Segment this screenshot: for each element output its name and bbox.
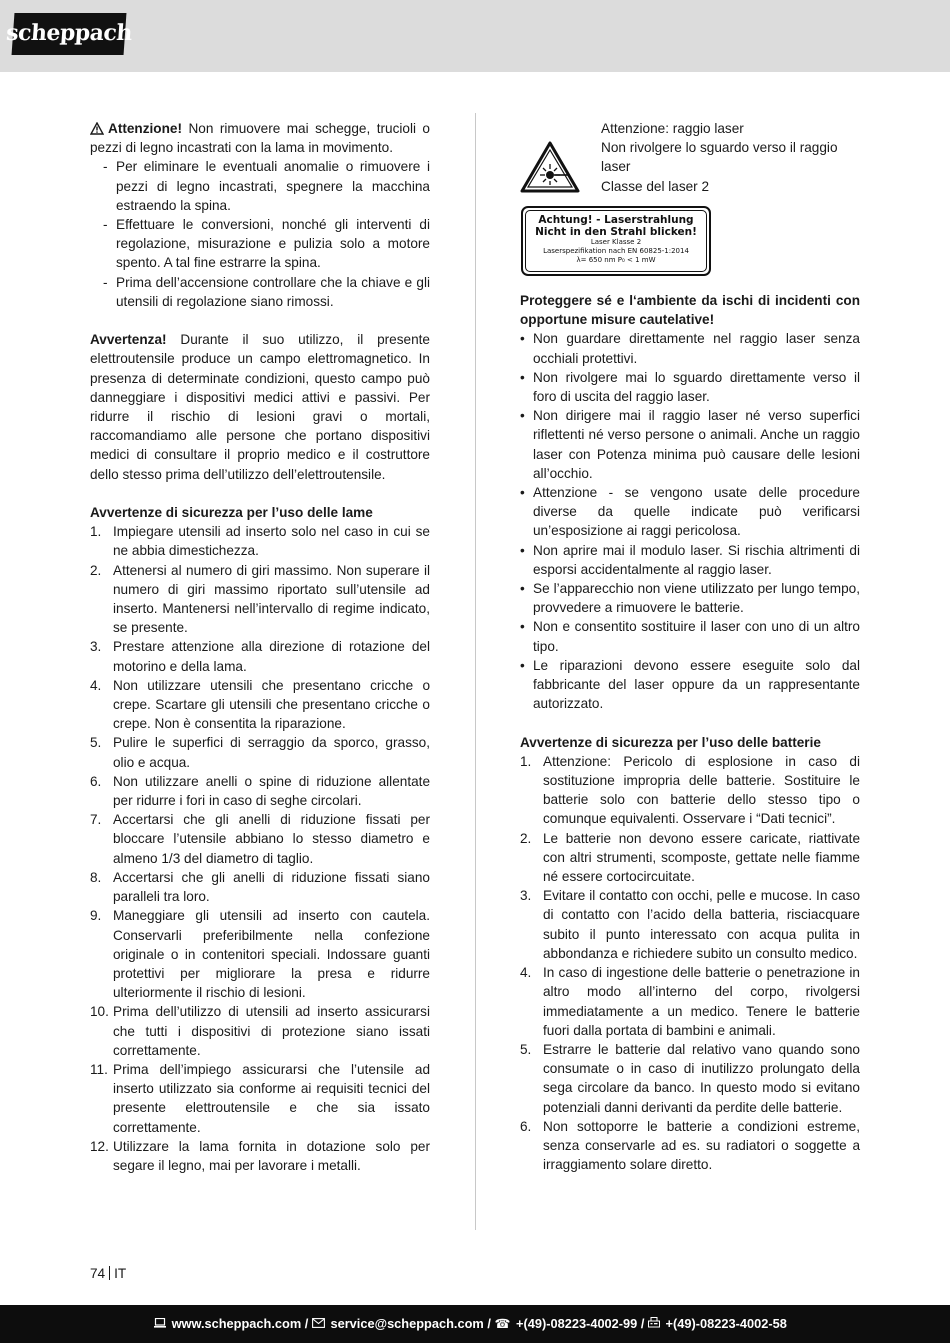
list-item: 1. Impiegare utensili ad inserto solo nel caso in cui se ne abbia dimestichezza. <box>90 524 430 559</box>
list-item: 3. Prestare attenzione alla direzione di rotazione del motorino e della lama. <box>90 639 430 674</box>
laser-label-line3: Laser Klasse 2 <box>590 238 642 246</box>
attention-paragraph <box>90 119 430 157</box>
list-item: 1. Attenzione: Pericolo di esplosione in caso di sostituzione impropria delle batterie. Sostituire le batterie solo con batterie dello stesso tipo o comunque equivalenti. Osservare i “Dati tecnici”. <box>520 753 860 827</box>
page-number-value: 74 <box>90 1266 106 1281</box>
laser-warning-text <box>601 119 861 196</box>
page-language: IT <box>114 1266 127 1281</box>
list-item: 5. Pulire le superfici di serraggio da sporco, grasso, olio e acqua. <box>90 735 430 770</box>
header-bar <box>0 0 950 72</box>
avvertenza-text: Durante il suo utilizzo, il presente elettroutensile produce un campo elettromagnetico. In presenza di determinate condizioni, questo campo può danneggiare i dispositivi medici attivi e passivi. Per ridurre il rischio di lesioni gravi o mortali, raccomandiamo alle persone che portano dispositivi medici di consultare il proprio medico e il costruttore dello stesso prima dell’utilizzo dell’elettroutensile. <box>90 332 430 482</box>
list-item: • Se l’apparecchio non viene utilizzato per lungo tempo, provvedere a rimuovere le batterie. <box>520 581 860 616</box>
list-item: • Non dirigere mai il raggio laser né verso superfici riflettenti né verso persone o animali. Anche un raggio laser con Potenza minima può causare delle lesioni all’occhio. <box>520 408 860 481</box>
footer-email[interactable]: service@scheppach.com / <box>330 1316 491 1331</box>
protect-heading: Proteggere sé e l‘ambiente da ischi di incidenti con opportune misure cautelative! <box>520 293 860 328</box>
list-item: 10. Prima dell’utilizzo di utensili ad inserto assicurarsi che tutti i dispositivi di protezione siano issati correttamente. <box>90 1004 430 1058</box>
attention-text: Non rimuovere mai schegge, trucioli o pezzi di legno incastrati con la lama in movimento. <box>90 121 430 156</box>
mail-icon <box>312 1305 325 1343</box>
list-item: • Attenzione - se vengono usate delle procedure diverse da quelle indicate può verificarsi un’esposizione ai raggi pericolosa. <box>520 485 860 539</box>
list-item: 8. Accertarsi che gli anelli di riduzione fissati siano paralleli tra loro. <box>90 869 430 905</box>
laser-line: Attenzione: raggio laser <box>601 121 744 136</box>
list-item: 12. Utilizzare la lama fornita in dotazione solo per segare il legno, mai per lavorare i metalli. <box>90 1138 430 1173</box>
laser-label <box>521 206 711 276</box>
blades-list <box>90 522 430 1175</box>
list-item: 9. Maneggiare gli utensili ad inserto con cautela. Conservarli preferibilmente nella confezione originale o in contenitori speciali. Indossare guanti protettivi per migliorare la presa e ridurre ulteriormente il rischio di lesioni. <box>90 908 430 1001</box>
list-item: 4. Non utilizzare utensili che presentano cricche o crepe. Scartare gli utensili che presentano cricche o crepe. Non è consentita la riparazione. <box>90 677 430 732</box>
list-item: • Non aprire mai il modulo laser. Si rischia altrimenti di esporsi accidentalmente al raggio laser. <box>520 542 860 577</box>
laser-line: Classe del laser 2 <box>601 178 710 194</box>
list-item: - Per eliminare le eventuali anomalie o rimuovere i pezzi di legno incastrati, spegnere la macchina estraendo la spina. <box>103 159 430 213</box>
list-item: • Le riparazioni devono essere eseguite solo dal fabbricante del laser oppure da un rappresentante autorizzato. <box>520 657 860 712</box>
brand-logo <box>5 13 133 55</box>
footer-phone[interactable]: +(49)-08223-4002-99 / <box>515 1316 645 1331</box>
list-item: 4. In caso di ingestione delle batterie o penetrazione in altro modo all’interno del corpo, rivolgersi immediatamente a un medico. Tenere le batterie fuori dalla portata di bambini e animali. <box>520 965 860 1038</box>
page-number <box>90 1264 126 1283</box>
list-item: 6. Non utilizzare anelli o spine di riduzione allentate per ridurre i fori in caso di seghe circolari. <box>90 773 430 809</box>
list-item: 2. Le batterie non devono essere caricate, riattivate con altri strumenti, scomposte, gettate nelle fiamme né essere cortocircuitate. <box>520 830 860 885</box>
blades-heading: Avvertenze di sicurezza per l’uso delle lame <box>90 505 373 521</box>
list-item: 3. Evitare il contatto con occhi, pelle e mucose. In caso di contatto con l’acido della batteria, risciacquare subito il punto interessato con acqua pulita in abbondanza e richiedere subito un consulto medico. <box>520 888 860 961</box>
laser-label-line2: Nicht in den Strahl blicken! <box>535 226 697 238</box>
list-item: • Non guardare direttamente nel raggio laser senza occhiali protettivi. <box>520 331 860 366</box>
computer-icon <box>154 1305 166 1343</box>
battery-heading: Avvertenze di sicurezza per l’uso delle batterie <box>520 734 821 750</box>
list-item: 2. Attenersi al numero di giri massimo. Non superare il numero di giri massimo riportato sull’utensile ad inserto. Mantenersi nell’intervallo di regime indicato, se presente. <box>90 562 430 636</box>
right-column <box>520 119 860 1174</box>
laser-warning-icon <box>520 141 580 193</box>
laser-warning-block <box>520 119 860 289</box>
protect-list <box>520 329 860 713</box>
phone-icon: ☎ <box>494 1316 511 1331</box>
laser-label-line5: λ= 650 nm P₀ < 1 mW <box>576 256 656 264</box>
warning-icon <box>90 122 104 135</box>
footer-website[interactable]: www.scheppach.com / <box>171 1316 309 1331</box>
list-item: 11. Prima dell’impiego assicurarsi che l’utensile ad inserto utilizzato sia conforme ai requisiti tecnici del presente elettroutensile e che sia issato correttamente. <box>90 1061 430 1135</box>
list-item: - Effettuare le conversioni, nonché gli interventi di regolazione, misurazione e pulizia solo a motore spento. A tal fine estrarre la spina. <box>103 217 430 271</box>
footer-fax[interactable]: +(49)-08223-4002-58 <box>665 1316 787 1331</box>
brand-logo-text: scheppach <box>5 20 133 47</box>
left-column <box>90 119 430 1175</box>
laser-label-line4: Laserspezifikation nach EN 60825-1:2014 <box>543 247 689 255</box>
list-item: - Prima dell’accensione controllare che la chiave e gli utensili di regolazione siano rimossi. <box>103 274 430 309</box>
list-item: 6. Non sottoporre le batterie a condizioni estreme, senza conservarle ad es. su radiatori o soggette a irraggiamento solare diretto. <box>520 1118 860 1173</box>
laser-line: Non rivolgere lo sguardo verso il raggio laser <box>601 140 838 175</box>
footer-bar <box>0 1305 950 1343</box>
laser-label-line1: Achtung! - Laserstrahlung <box>538 214 694 226</box>
attention-label: Attenzione! <box>108 121 183 136</box>
attention-list <box>90 157 430 311</box>
avvertenza-paragraph <box>90 330 430 484</box>
list-item: 5. Estrarre le batterie dal relativo vano quando sono consumate o in caso di inutilizzo prolungato della sega circolare da banco. In questo modo si evitano potenziali danni derivanti da perdite delle batterie. <box>520 1041 860 1115</box>
list-item: • Non e consentito sostituire il laser con uno di un altro tipo. <box>520 619 860 654</box>
column-divider <box>475 113 476 1230</box>
list-item: • Non rivolgere mai lo sguardo direttamente verso il foro di uscita del raggio laser. <box>520 369 860 405</box>
avvertenza-label: Avvertenza! <box>90 332 167 348</box>
battery-list <box>520 752 860 1174</box>
fax-icon <box>648 1305 660 1343</box>
list-item: 7. Accertarsi che gli anelli di riduzione fissati per bloccare l’utensile abbiano lo stesso diametro e almeno 1/3 del diametro di taglio. <box>90 812 430 866</box>
